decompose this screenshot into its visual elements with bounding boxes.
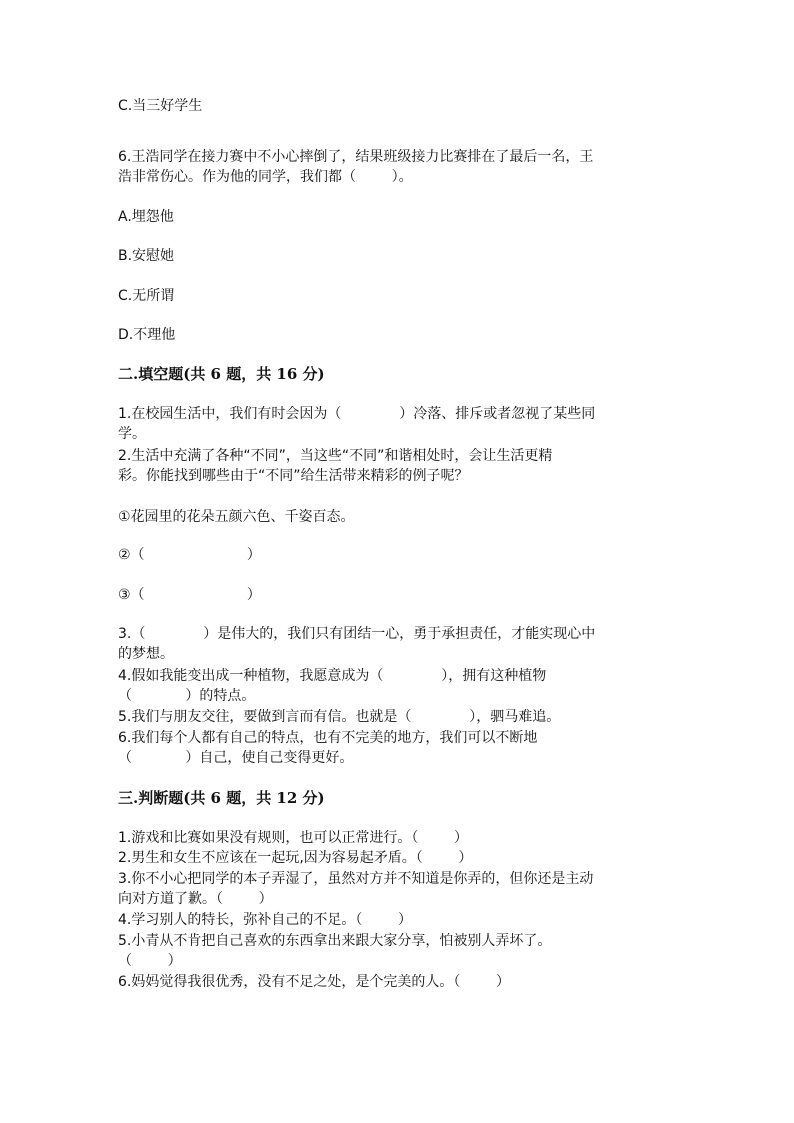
s2-q2-example-1: ①花园里的花朵五颜六色、千姿百态。	[118, 509, 355, 525]
s3-q1: 1.游戏和比赛如果没有规则，也可以正常进行。（ ）	[118, 830, 468, 846]
s2-q3-line-2: 的梦想。	[118, 646, 174, 662]
s2-q2-example-3: ③（ ）	[118, 587, 261, 603]
s2-q1-line-1: 1.在校园生活中，我们有时会因为（ ）冷落、排斥或者忽视了某些同	[118, 406, 596, 422]
s2-q2-line-1: 2.生活中充满了各种“不同”，当这些“不同”和谐相处时，会让生活更精	[118, 448, 553, 464]
section2-heading: 二.填空题(共 6 题，共 16 分)	[118, 365, 325, 383]
s3-q6: 6.妈妈觉得我很优秀，没有不足之处，是个完美的人。（ ）	[118, 974, 510, 990]
s3-q3-line-1: 3.你不小心把同学的本子弄湿了，虽然对方并不知道是你弄的，但你还是主动	[118, 871, 594, 887]
s3-q4: 4.学习别人的特长，弥补自己的不足。（ ）	[118, 912, 412, 928]
s3-q2: 2.男生和女生不应该在一起玩,因为容易起矛盾。（ ）	[118, 850, 473, 866]
q6-option-b: B.安慰她	[118, 248, 175, 264]
s2-q1-line-2: 学。	[118, 426, 146, 442]
q6-option-d: D.不理他	[118, 327, 176, 343]
q6-line-1: 6.王浩同学在接力赛中不小心摔倒了，结果班级接力比赛排在了最后一名，王	[118, 149, 594, 165]
s2-q2-line-2: 彩。你能找到哪些由于“不同”给生活带来精彩的例子呢？	[118, 468, 469, 484]
s2-q2-example-2: ②（ ）	[118, 547, 261, 563]
s3-q3-line-2: 向对方道了歉。（ ）	[118, 891, 273, 907]
s2-q6-line-1: 6.我们每个人都有自己的特点，也有不完美的地方，我们可以不断地	[118, 730, 538, 746]
q6-option-a: A.埋怨他	[118, 209, 174, 225]
q6-line-2: 浩非常伤心。作为他的同学，我们都（ ）。	[118, 169, 413, 185]
s3-q5-line-1: 5.小青从不肯把自己喜欢的东西拿出来跟大家分享，怕被别人弄坏了。	[118, 933, 552, 949]
s3-q5-line-2: （ ）	[118, 953, 182, 969]
s2-q4-line-1: 4.假如我能变出成一种植物，我愿意成为（ ），拥有这种植物	[118, 668, 547, 684]
s2-q4-line-2: （ ）的特点。	[118, 688, 256, 704]
section3-heading: 三.判断题(共 6 题，共 12 分)	[118, 789, 325, 807]
s2-q6-line-2: （ ）自己，使自己变得更好。	[118, 750, 354, 766]
q5-option-c: C.当三好学生	[118, 98, 203, 114]
s2-q5: 5.我们与朋友交往，要做到言而有信。也就是（ ），驷马难追。	[118, 709, 561, 725]
q6-option-c: C.无所谓	[118, 288, 175, 304]
s2-q3-line-1: 3.（ ）是伟大的，我们只有团结一心，勇于承担责任，才能实现心中	[118, 626, 596, 642]
